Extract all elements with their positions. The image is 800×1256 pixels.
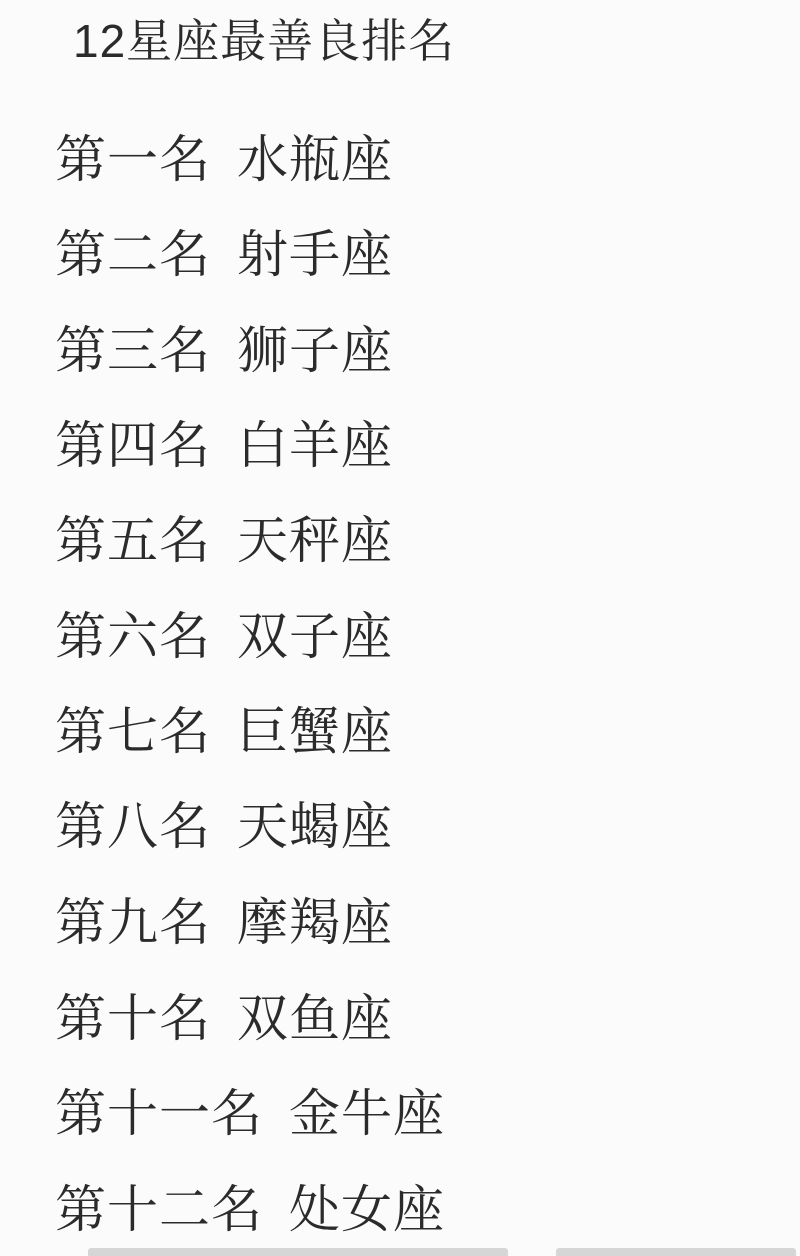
zodiac-sign: 双子座: [237, 608, 394, 665]
rank-label: 第九名: [55, 894, 212, 951]
ranking-item-4: [55, 419, 393, 472]
rank-label: 第七名: [55, 703, 212, 760]
page-title: 12星座最善良排名: [73, 15, 456, 67]
rank-label: 第一名: [55, 131, 212, 188]
rank-label: 第三名: [55, 322, 212, 379]
zodiac-sign: 天秤座: [237, 512, 394, 569]
zodiac-sign: 双鱼座: [237, 990, 394, 1047]
zodiac-sign: 射手座: [237, 226, 394, 283]
rank-label: 第六名: [55, 608, 212, 665]
ranking-item-3: [55, 324, 393, 377]
rank-label: 第二名: [55, 226, 212, 283]
zodiac-sign: 白羊座: [237, 417, 394, 474]
zodiac-sign: 巨蟹座: [237, 703, 394, 760]
ranking-item-6: [55, 610, 393, 663]
ranking-item-2: [55, 228, 393, 281]
rank-label: 第十名: [55, 990, 212, 1047]
rank-label: 第十一名: [55, 1085, 264, 1142]
zodiac-sign: 摩羯座: [237, 894, 394, 951]
rank-label: 第十二名: [55, 1181, 264, 1238]
ranking-item-7: [55, 705, 393, 758]
ranking-item-12: [55, 1183, 445, 1236]
ranking-item-10: [55, 992, 393, 1045]
rank-label: 第五名: [55, 512, 212, 569]
rank-label: 第八名: [55, 798, 212, 855]
zodiac-sign: 天蝎座: [237, 798, 394, 855]
ranking-item-5: [55, 514, 393, 567]
ranking-item-9: [55, 896, 393, 949]
ranking-item-8: [55, 800, 393, 853]
zodiac-sign: 处女座: [289, 1181, 446, 1238]
zodiac-sign: 金牛座: [289, 1085, 446, 1142]
ranking-item-11: [55, 1087, 445, 1140]
zodiac-sign: 狮子座: [237, 322, 394, 379]
cutoff-next-line-fragment: [88, 1248, 508, 1256]
cutoff-next-line-fragment: [556, 1248, 796, 1256]
zodiac-sign: 水瓶座: [237, 131, 394, 188]
rank-label: 第四名: [55, 417, 212, 474]
ranking-item-1: [55, 133, 393, 186]
